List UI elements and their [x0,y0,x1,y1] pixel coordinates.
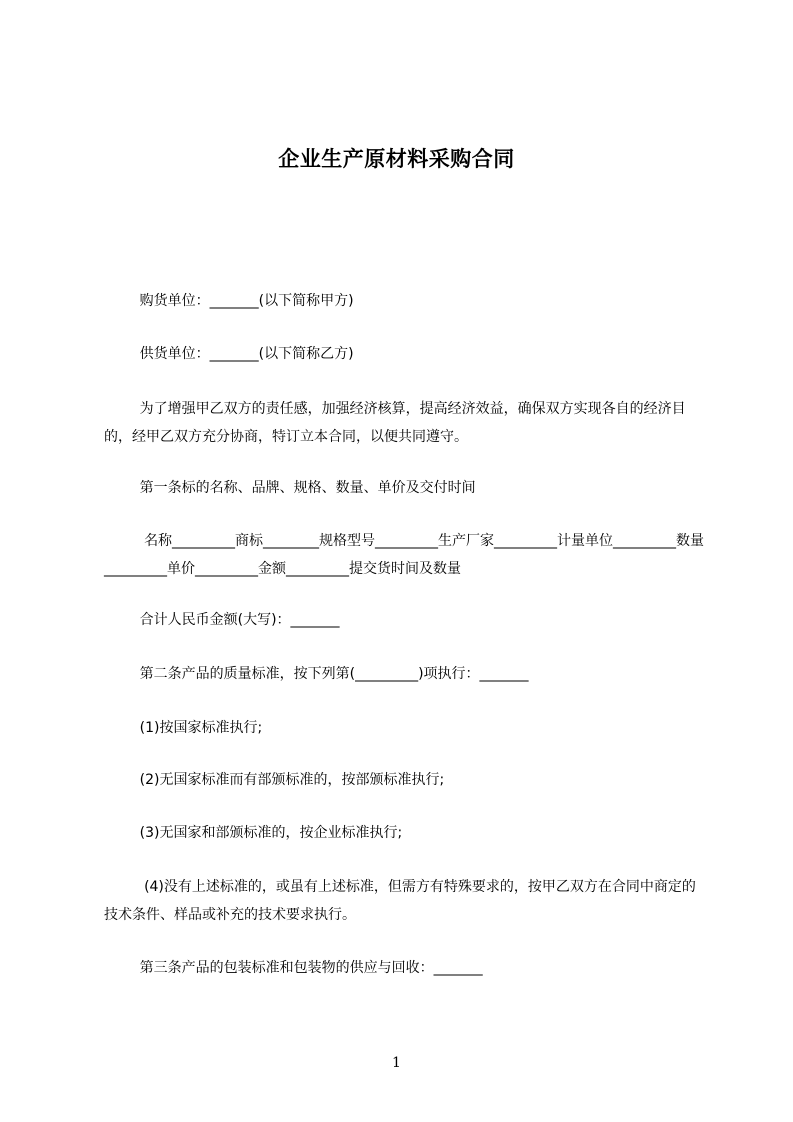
article-1-fields: 名称_________商标________规格型号_________生产厂家_________计量单位_________数量_________单价_________金额_________提交货时间及数量 [104,533,705,577]
page-number: 1 [392,1055,401,1071]
preamble-paragraph: 为了增强甲乙双方的责任感，加强经济核算，提高经济效益，确保双方实现各自的经济目的，经甲乙双方充分协商，特订立本合同，以便共同遵守。 [104,401,686,445]
total-amount-line: 合计人民币金额(大写)：_______ [104,612,340,628]
article-1-heading: 第一条标的名称、品牌、规格、数量、单价及交付时间 [104,480,476,496]
article-2-heading: 第二条产品的质量标准，按下列第(_________)项执行：_______ [104,666,529,682]
article-3-heading: 第三条产品的包装标准和包装物的供应与回收：_______ [104,960,483,976]
quality-item-3: (3)无国家和部颁标准的，按企业标准执行; [104,825,403,841]
buyer-line: 购货单位：_______(以下简称甲方) [104,293,354,309]
document-title: 企业生产原材料采购合同 [278,147,515,171]
supplier-line: 供货单位：_______(以下简称乙方) [104,346,354,362]
quality-item-1: (1)按国家标准执行; [104,720,263,736]
quality-item-4: (4)没有上述标准的，或虽有上述标准，但需方有特殊要求的，按甲乙双方在合同中商定的技术条件、样品或补充的技术要求执行。 [104,879,696,923]
quality-item-2: (2)无国家标准而有部颁标准的，按部颁标准执行; [104,772,445,788]
